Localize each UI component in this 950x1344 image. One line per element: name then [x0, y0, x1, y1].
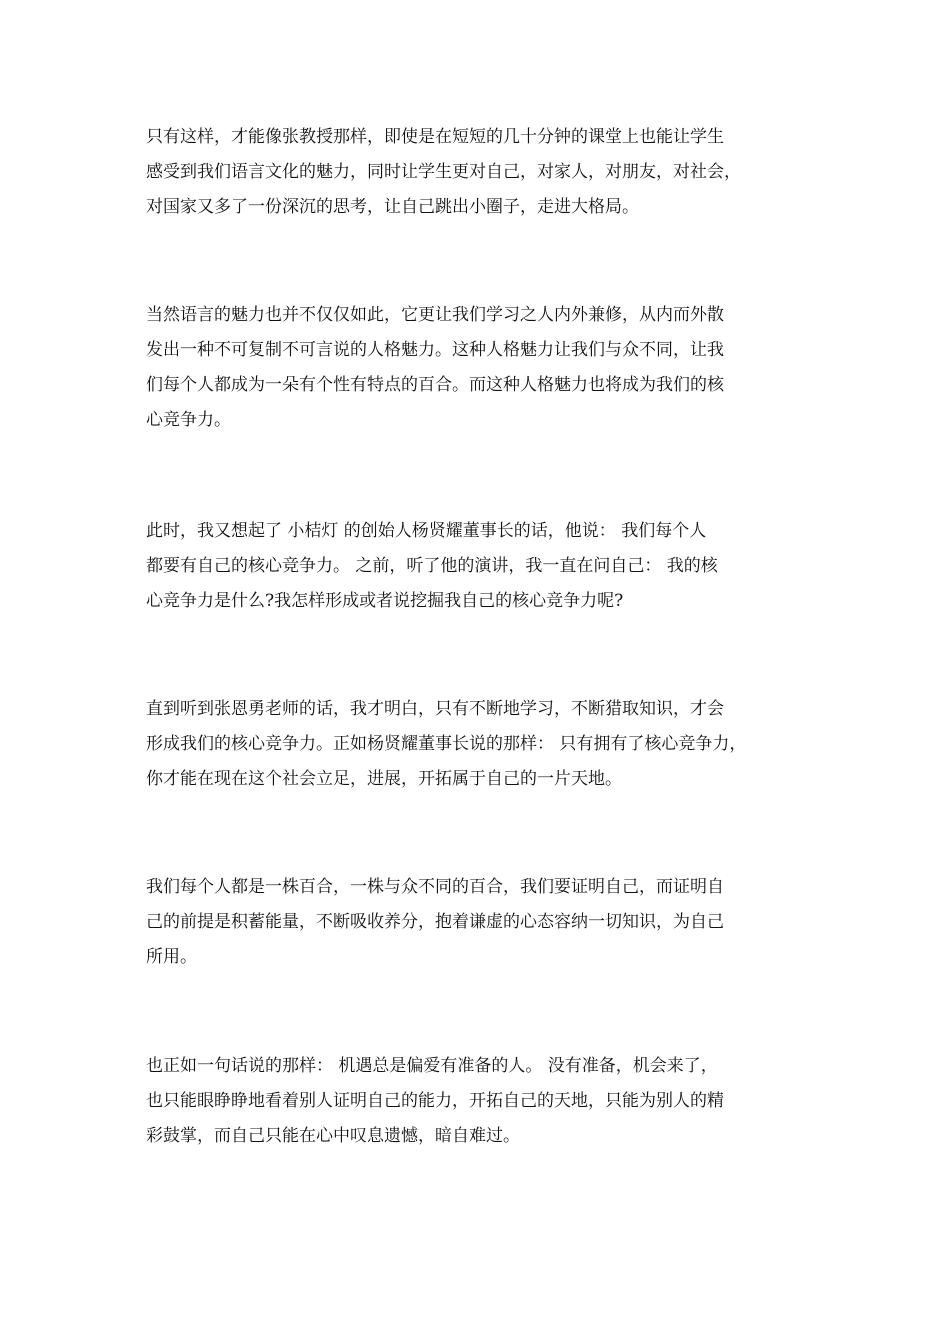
text-line: 对国家又多了一份深沉的思考，让自己跳出小圈子，走进大格局。: [146, 197, 639, 217]
text-line: 当然语言的魅力也并不仅仅如此，它更让我们学习之人内外兼修，从内而外散: [146, 305, 724, 325]
text-line: 我们每个人都是一株百合，一株与众不同的百合，我们要证明自己，而证明自: [146, 877, 724, 897]
paragraph-2: [146, 298, 816, 438]
text-line: 形成我们的核心竞争力。正如杨贤耀董事长说的那样： 只有拥有了核心竞争力，: [146, 734, 747, 754]
paragraph-4: [146, 692, 816, 797]
text-line: 都要有自己的核心竞争力。 之前，听了他的演讲，我一直在问自己： 我的核: [146, 556, 718, 576]
text-line: 彩鼓掌，而自己只能在心中叹息遗憾，暗自难过。: [146, 1126, 520, 1146]
text-line: 心竞争力是什么?我怎样形成或者说挖掘我自己的核心竞争力呢?: [146, 591, 624, 611]
text-line: 们每个人都成为一朵有个性有特点的百合。而这种人格魅力也将成为我们的核: [146, 375, 724, 395]
text-line: 发出一种不可复制不可言说的人格魅力。这种人格魅力让我们与众不同，让我: [146, 340, 724, 360]
paragraph-6: [146, 1049, 816, 1154]
text-line: 感受到我们语言文化的魅力，同时让学生更对自己，对家人，对朋友，对社会，: [146, 162, 741, 182]
text-line: 只有这样，才能像张教授那样，即使是在短短的几十分钟的课堂上也能让学生: [146, 127, 724, 147]
text-line: 直到听到张恩勇老师的话，我才明白，只有不断地学习，不断猎取知识，才会: [146, 699, 724, 719]
text-line: 也正如一句话说的那样： 机遇总是偏爱有准备的人。 没有准备，机会来了，: [146, 1056, 718, 1076]
text-line: 也只能眼睁睁地看着别人证明自己的能力，开拓自己的天地，只能为别人的精: [146, 1091, 724, 1111]
text-line: 所用。: [146, 947, 197, 967]
paragraph-5: [146, 870, 816, 975]
text-line: 你才能在现在这个社会立足，进展，开拓属于自己的一片天地。: [146, 769, 622, 789]
text-line: 己的前提是积蓄能量，不断吸收养分，抱着谦虚的心态容纳一切知识，为自己: [146, 912, 724, 932]
paragraph-1: [146, 120, 816, 225]
text-line: 此时，我又想起了 小桔灯 的创始人杨贤耀董事长的话，他说： 我们每个人: [146, 521, 707, 541]
paragraph-3: [146, 514, 816, 619]
text-line: 心竞争力。: [146, 410, 231, 430]
